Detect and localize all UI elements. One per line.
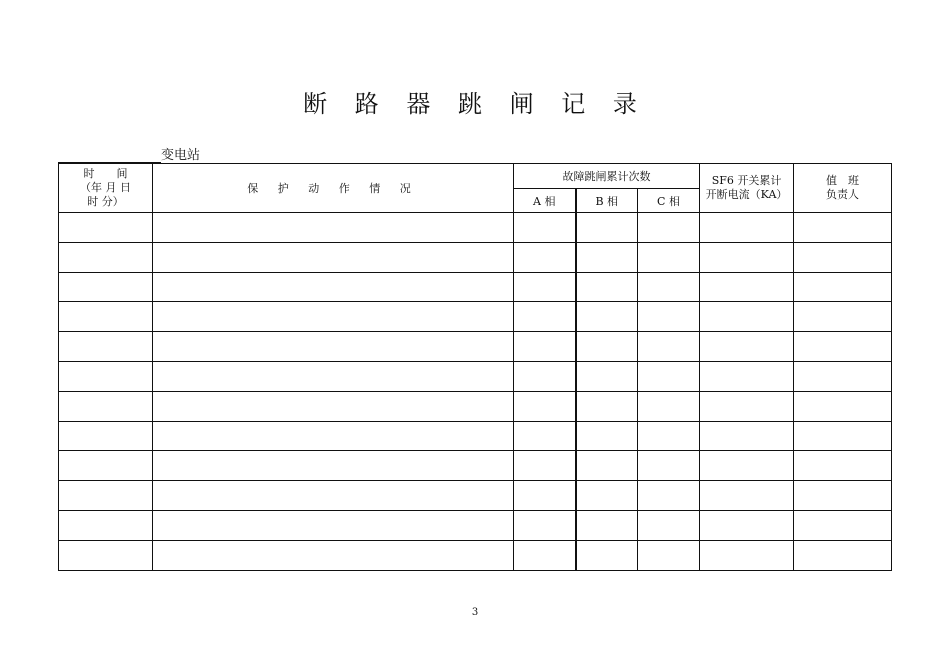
cell-phase-c[interactable]	[638, 391, 700, 421]
table-row	[59, 302, 892, 332]
station-name-blank[interactable]	[58, 148, 161, 163]
cell-protection[interactable]	[153, 332, 514, 362]
cell-duty-person[interactable]	[794, 391, 892, 421]
cell-phase-c[interactable]	[638, 481, 700, 511]
header-time-line1: 时 间	[83, 167, 128, 180]
header-duty-person	[794, 164, 892, 213]
cell-phase-c[interactable]	[638, 451, 700, 481]
cell-phase-a[interactable]	[514, 421, 576, 451]
cell-duty-person[interactable]	[794, 332, 892, 362]
cell-protection[interactable]	[153, 540, 514, 570]
header-duty-line1: 值 班	[826, 174, 860, 187]
cell-duty-person[interactable]	[794, 272, 892, 302]
cell-phase-a[interactable]	[514, 510, 576, 540]
cell-phase-a[interactable]	[514, 213, 576, 243]
station-label: 变电站	[161, 148, 201, 163]
cell-time[interactable]	[59, 391, 153, 421]
cell-sf6-current[interactable]	[700, 481, 794, 511]
cell-phase-b[interactable]	[576, 242, 638, 272]
cell-protection[interactable]	[153, 242, 514, 272]
cell-phase-b[interactable]	[576, 510, 638, 540]
cell-protection[interactable]	[153, 421, 514, 451]
table-row	[59, 272, 892, 302]
table-row	[59, 391, 892, 421]
cell-duty-person[interactable]	[794, 421, 892, 451]
cell-sf6-current[interactable]	[700, 213, 794, 243]
header-sf6-line1: SF6 开关累计	[711, 174, 782, 187]
header-fault-trip-count: 故障跳闸累计次数	[514, 164, 700, 189]
cell-duty-person[interactable]	[794, 242, 892, 272]
page-title: 断 路 器 跳 闸 记 录	[303, 90, 647, 118]
cell-phase-b[interactable]	[576, 451, 638, 481]
cell-phase-b[interactable]	[576, 332, 638, 362]
header-protection: 保 护 动 作 情 况	[153, 164, 514, 213]
trip-record-table	[58, 163, 892, 571]
header-time-line3: 时 分）	[87, 195, 124, 208]
cell-duty-person[interactable]	[794, 213, 892, 243]
cell-sf6-current[interactable]	[700, 510, 794, 540]
table-row	[59, 421, 892, 451]
cell-phase-b[interactable]	[576, 421, 638, 451]
cell-phase-b[interactable]	[576, 213, 638, 243]
table-body	[59, 213, 892, 571]
table-row	[59, 242, 892, 272]
cell-duty-person[interactable]	[794, 540, 892, 570]
cell-sf6-current[interactable]	[700, 391, 794, 421]
header-phase-b: B 相	[576, 189, 638, 213]
cell-phase-b[interactable]	[576, 540, 638, 570]
cell-phase-b[interactable]	[576, 481, 638, 511]
cell-phase-a[interactable]	[514, 451, 576, 481]
header-sf6-current	[700, 164, 794, 213]
cell-sf6-current[interactable]	[700, 302, 794, 332]
cell-time[interactable]	[59, 242, 153, 272]
page-number: 3	[471, 607, 479, 618]
cell-time[interactable]	[59, 421, 153, 451]
cell-protection[interactable]	[153, 481, 514, 511]
cell-sf6-current[interactable]	[700, 272, 794, 302]
station-field	[58, 144, 200, 163]
cell-phase-c[interactable]	[638, 510, 700, 540]
cell-phase-a[interactable]	[514, 481, 576, 511]
cell-phase-c[interactable]	[638, 213, 700, 243]
header-phase-c: C 相	[638, 189, 700, 213]
cell-phase-c[interactable]	[638, 540, 700, 570]
table-row	[59, 510, 892, 540]
cell-protection[interactable]	[153, 451, 514, 481]
cell-time[interactable]	[59, 213, 153, 243]
cell-time[interactable]	[59, 481, 153, 511]
cell-duty-person[interactable]	[794, 302, 892, 332]
header-sf6-line2: 开断电流（KA）	[705, 188, 788, 201]
cell-phase-c[interactable]	[638, 242, 700, 272]
cell-sf6-current[interactable]	[700, 361, 794, 391]
cell-protection[interactable]	[153, 272, 514, 302]
cell-phase-a[interactable]	[514, 332, 576, 362]
cell-phase-a[interactable]	[514, 302, 576, 332]
cell-protection[interactable]	[153, 302, 514, 332]
cell-protection[interactable]	[153, 213, 514, 243]
cell-sf6-current[interactable]	[700, 451, 794, 481]
cell-duty-person[interactable]	[794, 361, 892, 391]
cell-phase-a[interactable]	[514, 391, 576, 421]
cell-phase-a[interactable]	[514, 242, 576, 272]
cell-duty-person[interactable]	[794, 510, 892, 540]
cell-protection[interactable]	[153, 391, 514, 421]
table-row	[59, 361, 892, 391]
cell-phase-b[interactable]	[576, 272, 638, 302]
cell-sf6-current[interactable]	[700, 421, 794, 451]
cell-duty-person[interactable]	[794, 481, 892, 511]
cell-phase-a[interactable]	[514, 272, 576, 302]
cell-time[interactable]	[59, 302, 153, 332]
header-time	[59, 164, 153, 213]
cell-phase-a[interactable]	[514, 540, 576, 570]
cell-sf6-current[interactable]	[700, 332, 794, 362]
cell-protection[interactable]	[153, 361, 514, 391]
cell-time[interactable]	[59, 540, 153, 570]
cell-time[interactable]	[59, 510, 153, 540]
cell-phase-a[interactable]	[514, 361, 576, 391]
cell-phase-c[interactable]	[638, 302, 700, 332]
cell-phase-c[interactable]	[638, 361, 700, 391]
cell-protection[interactable]	[153, 510, 514, 540]
cell-time[interactable]	[59, 332, 153, 362]
cell-phase-c[interactable]	[638, 272, 700, 302]
cell-phase-b[interactable]	[576, 361, 638, 391]
cell-time[interactable]	[59, 451, 153, 481]
cell-phase-b[interactable]	[576, 302, 638, 332]
cell-time[interactable]	[59, 272, 153, 302]
cell-duty-person[interactable]	[794, 451, 892, 481]
cell-time[interactable]	[59, 361, 153, 391]
cell-phase-b[interactable]	[576, 391, 638, 421]
table-row	[59, 332, 892, 362]
cell-sf6-current[interactable]	[700, 540, 794, 570]
header-duty-line2: 负责人	[826, 188, 860, 201]
header-time-line2: （年 月 日	[80, 181, 131, 194]
cell-phase-c[interactable]	[638, 332, 700, 362]
table-row	[59, 451, 892, 481]
cell-phase-c[interactable]	[638, 421, 700, 451]
table-row	[59, 213, 892, 243]
header-phase-a: A 相	[514, 189, 576, 213]
table-row	[59, 481, 892, 511]
table-row	[59, 540, 892, 570]
cell-sf6-current[interactable]	[700, 242, 794, 272]
